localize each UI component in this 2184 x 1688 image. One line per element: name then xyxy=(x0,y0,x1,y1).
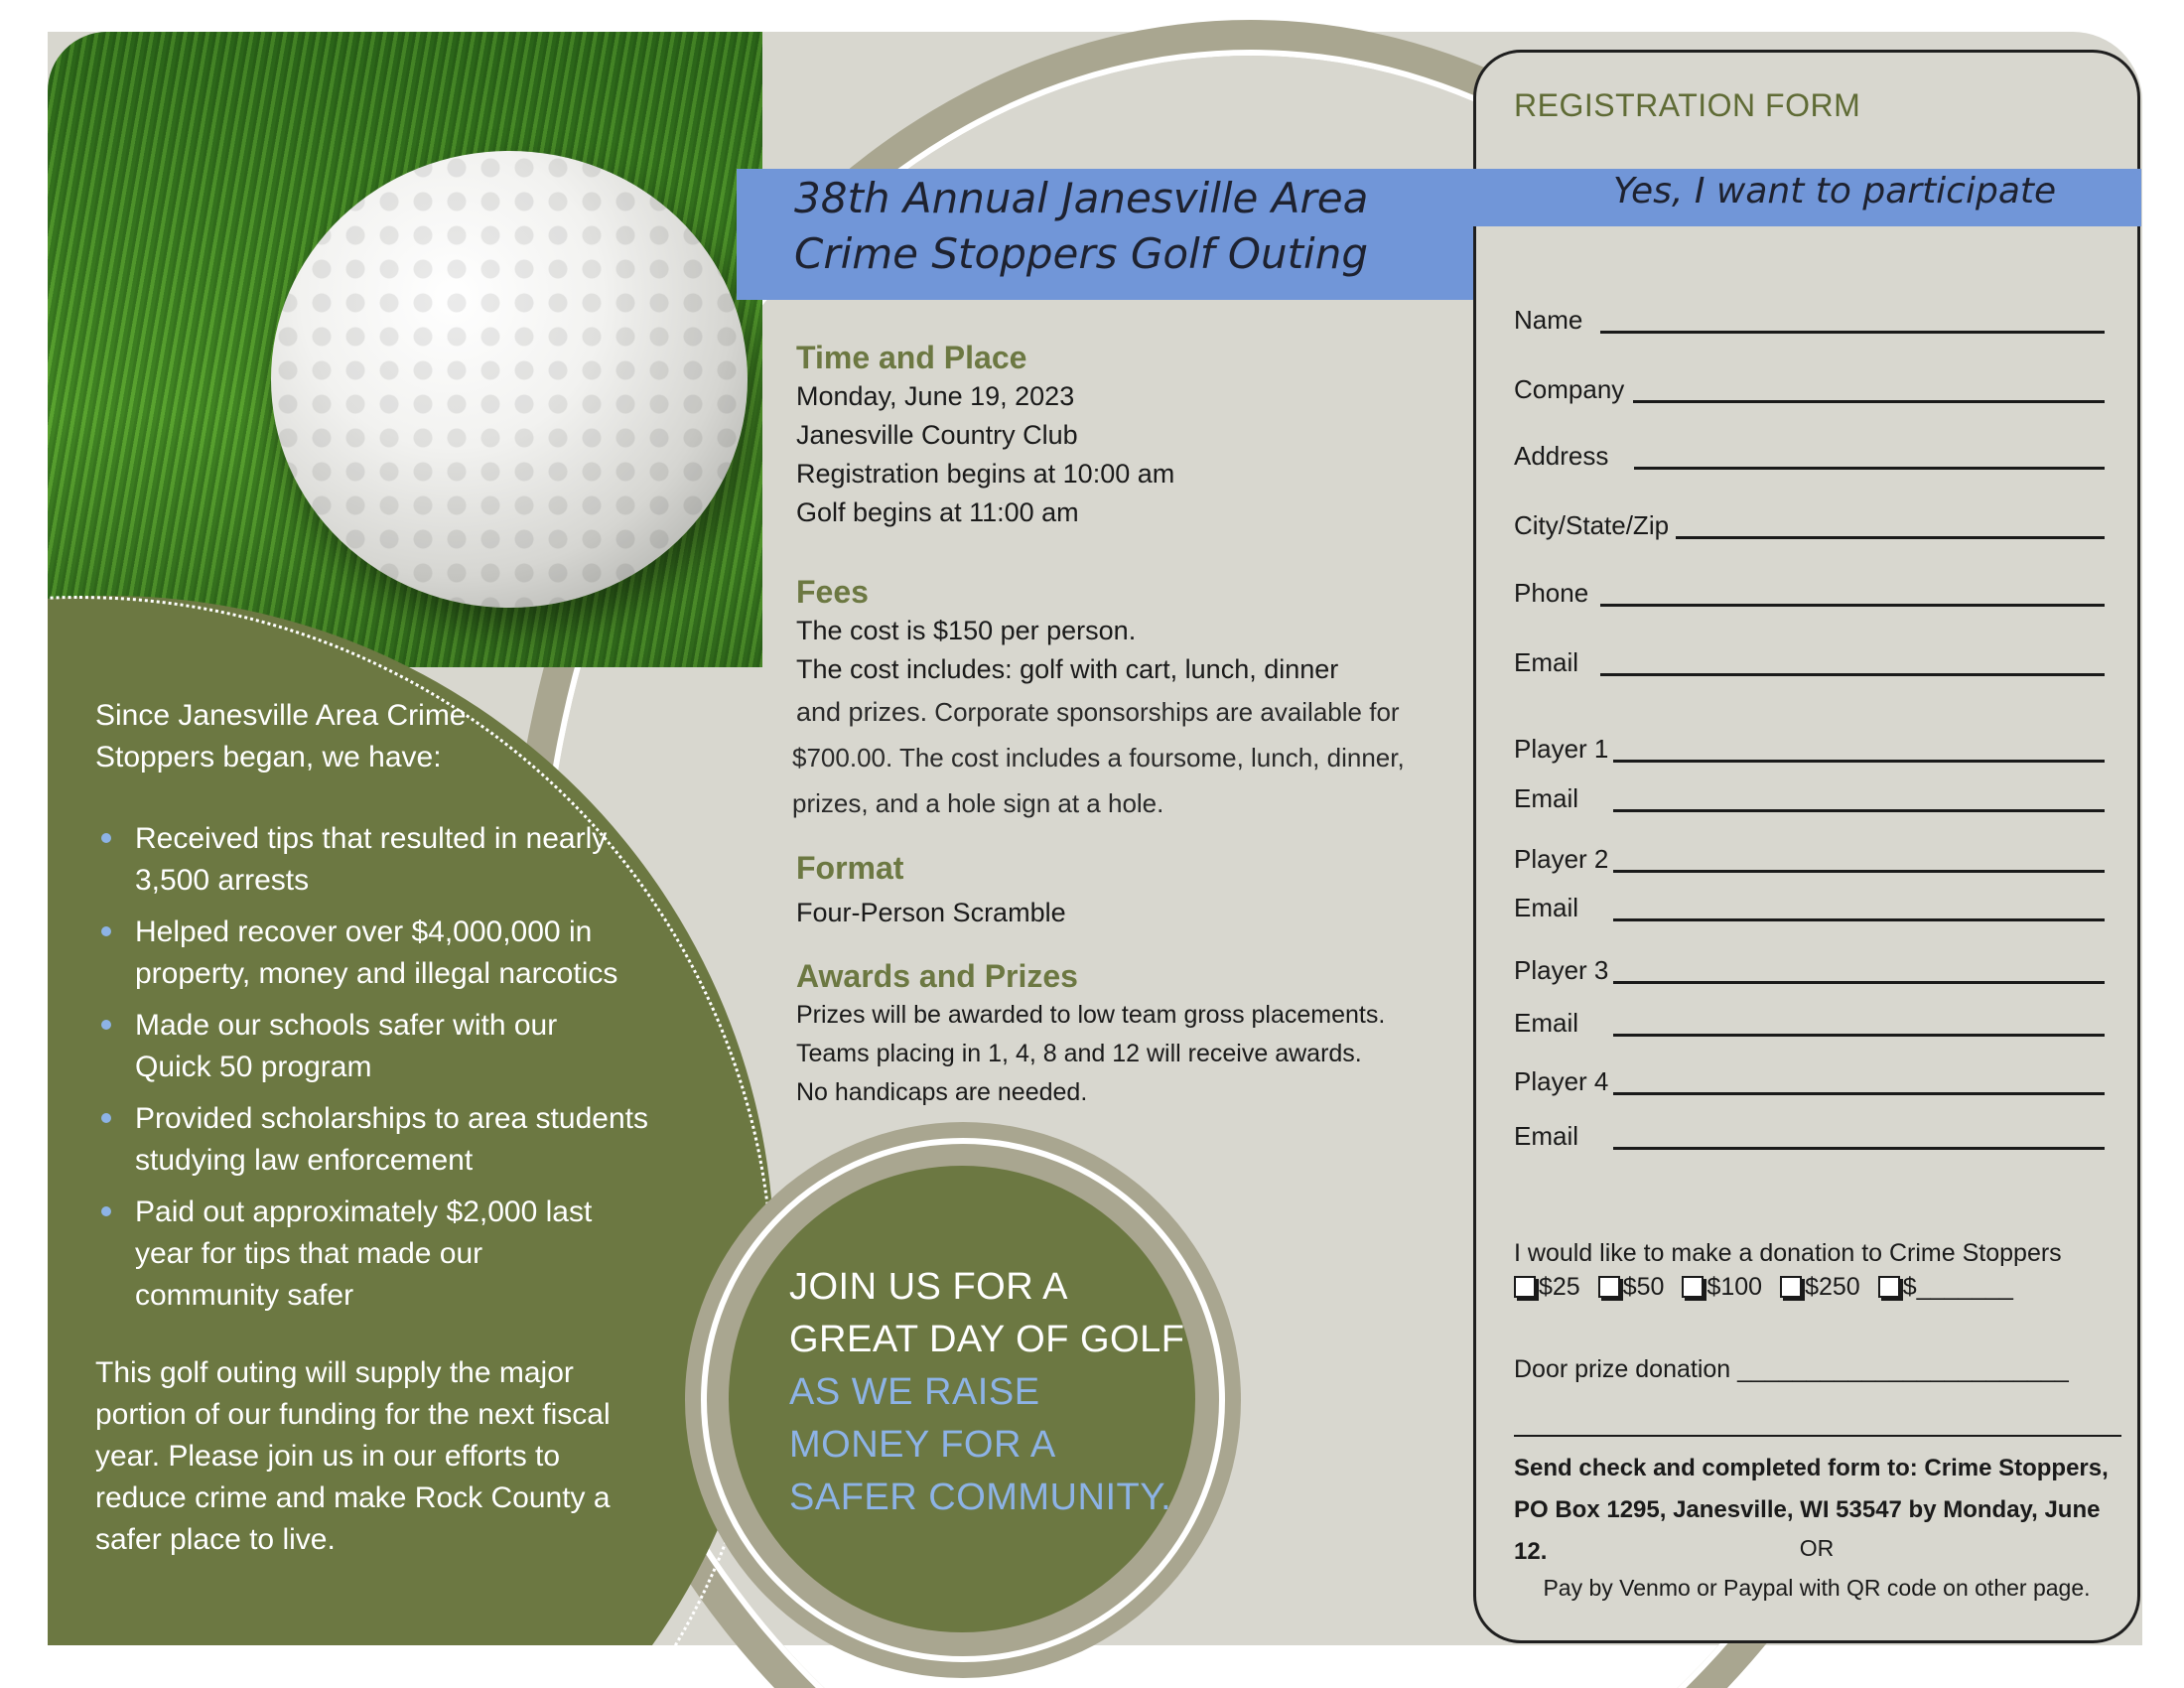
list-item xyxy=(95,912,651,995)
player-3-field[interactable] xyxy=(1514,948,2105,988)
company-input-line[interactable] xyxy=(1633,400,2105,403)
player-1-email-field[interactable] xyxy=(1514,776,2105,816)
checkbox-icon[interactable] xyxy=(1682,1276,1704,1298)
time-place-line: Golf begins at 11:00 am xyxy=(796,497,1079,527)
awards-heading: Awards and Prizes xyxy=(796,958,1078,994)
donation-option-other[interactable]: $_______ xyxy=(1878,1270,2013,1304)
donation-options xyxy=(1514,1270,2062,1304)
bullet-text: Received tips that resulted in nearly 3,500 arrests xyxy=(135,822,608,897)
donation-section xyxy=(1514,1236,2062,1304)
join-line: MONEY FOR A xyxy=(789,1424,1056,1466)
registration-banner-text: Yes, I want to participate xyxy=(1613,171,2057,211)
fees-heading: Fees xyxy=(796,574,869,610)
bullet-text: Helped recover over $4,000,000 in property, money and illegal narcotics xyxy=(135,915,618,990)
donation-option-100[interactable]: $100 xyxy=(1682,1270,1762,1304)
company-field[interactable] xyxy=(1514,367,2105,407)
time-place-line: Registration begins at 10:00 am xyxy=(796,459,1175,489)
field-label: Name xyxy=(1514,305,1583,335)
address-input-line[interactable] xyxy=(1634,467,2105,470)
event-details xyxy=(792,338,1432,1112)
time-place-line: Monday, June 19, 2023 xyxy=(796,381,1075,411)
bullet-text: Paid out approximately $2,000 last year for tips that made our community safer xyxy=(135,1196,593,1312)
field-label: Email xyxy=(1514,783,1579,813)
player-4-input-line[interactable] xyxy=(1613,1092,2105,1095)
player-4-field[interactable] xyxy=(1514,1059,2105,1099)
player-2-email-input-line[interactable] xyxy=(1613,918,2105,921)
field-label: Company xyxy=(1514,374,1625,404)
time-place-line: Janesville Country Club xyxy=(796,420,1078,450)
player-3-input-line[interactable] xyxy=(1613,981,2105,984)
mailing-line: PO Box 1295, Janesville, WI 53547 by Monday, June 12. xyxy=(1514,1496,2101,1565)
field-label: Email xyxy=(1514,893,1579,922)
player-2-field[interactable] xyxy=(1514,837,2105,877)
join-message xyxy=(789,1261,1184,1524)
fees-line: The cost is $150 per person. xyxy=(796,616,1137,645)
payment-instructions: Pay by Venmo or Paypal with QR code on other page. xyxy=(1543,1575,2091,1601)
time-place-heading: Time and Place xyxy=(796,340,1027,375)
mailing-line: Send check and completed form to: Crime Stoppers, xyxy=(1514,1455,2109,1481)
fees-line xyxy=(796,689,1432,735)
donation-label: I would like to make a donation to Crime Stoppers xyxy=(1514,1239,2062,1267)
field-label: Address xyxy=(1514,441,1609,471)
phone-field[interactable] xyxy=(1514,571,2105,611)
field-label: Email xyxy=(1514,647,1579,677)
field-label: Player 1 xyxy=(1514,734,1609,764)
field-label: Email xyxy=(1514,1008,1579,1038)
fees-bold-text: and prizes. xyxy=(796,697,928,727)
closing-paragraph: This golf outing will supply the major portion of our funding for the next fiscal year. Please join us in our efforts to reduce crime and make Rock County a safer place to live. xyxy=(95,1356,611,1556)
list-item xyxy=(95,818,651,902)
city-state-zip-input-line[interactable] xyxy=(1676,536,2105,539)
bullet-icon xyxy=(101,1113,111,1123)
checkbox-icon[interactable] xyxy=(1780,1276,1802,1298)
email-input-line[interactable] xyxy=(1600,673,2105,676)
field-label: Player 4 xyxy=(1514,1066,1609,1096)
event-title-line: 38th Annual Janesville Area xyxy=(794,174,1369,222)
join-line: SAFER COMMUNITY. xyxy=(789,1477,1172,1518)
accomplishments-panel xyxy=(95,695,651,1561)
awards-line: Prizes will be awarded to low team gross placements. xyxy=(796,1001,1386,1029)
phone-input-line[interactable] xyxy=(1600,604,2105,607)
join-line: GREAT DAY OF GOLF xyxy=(789,1319,1185,1360)
join-line: JOIN US FOR A xyxy=(789,1266,1068,1308)
fees-text: Corporate sponsorships are available for xyxy=(927,697,1400,727)
bullet-icon xyxy=(101,1020,111,1030)
awards-line: Teams placing in 1, 4, 8 and 12 will receive awards. xyxy=(796,1040,1362,1067)
player-1-input-line[interactable] xyxy=(1613,760,2105,763)
checkbox-icon[interactable] xyxy=(1598,1276,1620,1298)
checkbox-icon[interactable] xyxy=(1878,1276,1900,1298)
bullet-icon xyxy=(101,1206,111,1216)
field-label: City/State/Zip xyxy=(1514,510,1670,540)
fees-line: The cost includes: golf with cart, lunch, dinner xyxy=(796,654,1339,684)
player-3-email-field[interactable] xyxy=(1514,1001,2105,1041)
door-prize-field[interactable]: Door prize donation ________________________ xyxy=(1514,1355,2069,1383)
fees-line: $700.00. The cost includes a foursome, lunch, dinner, xyxy=(792,743,1405,773)
event-title-line: Crime Stoppers Golf Outing xyxy=(794,229,1368,278)
name-field[interactable] xyxy=(1514,298,2105,338)
blank-line[interactable] xyxy=(1514,1435,2121,1437)
field-label: Email xyxy=(1514,1121,1579,1151)
list-item xyxy=(95,1005,612,1088)
name-input-line[interactable] xyxy=(1600,331,2105,334)
player-1-field[interactable] xyxy=(1514,727,2105,767)
player-4-email-field[interactable] xyxy=(1514,1114,2105,1154)
bullet-text: Made our schools safer with our Quick 50 program xyxy=(135,1009,558,1083)
address-field[interactable] xyxy=(1514,434,2105,474)
event-title xyxy=(794,171,1469,282)
format-text: Four-Person Scramble xyxy=(796,898,1066,927)
awards-line: No handicaps are needed. xyxy=(796,1078,1088,1106)
fees-line: prizes, and a hole sign at a hole. xyxy=(792,788,1164,818)
checkbox-icon[interactable] xyxy=(1514,1276,1536,1298)
field-label: Player 2 xyxy=(1514,844,1609,874)
registration-title: REGISTRATION FORM xyxy=(1514,87,1861,123)
format-heading: Format xyxy=(796,850,904,886)
city-state-zip-field[interactable] xyxy=(1514,503,2105,543)
player-2-email-field[interactable] xyxy=(1514,886,2105,925)
email-field[interactable] xyxy=(1514,640,2105,680)
join-line: AS WE RAISE xyxy=(789,1371,1040,1413)
list-item xyxy=(95,1098,651,1182)
list-item xyxy=(95,1192,631,1317)
or-text: OR xyxy=(1799,1535,1835,1561)
player-1-email-input-line[interactable] xyxy=(1613,809,2105,812)
player-2-input-line[interactable] xyxy=(1613,870,2105,873)
field-label: Player 3 xyxy=(1514,955,1609,985)
field-label: Phone xyxy=(1514,578,1589,608)
donation-option-50[interactable]: $50 xyxy=(1598,1270,1665,1304)
bullet-icon xyxy=(101,926,111,936)
player-4-email-input-line[interactable] xyxy=(1613,1147,2105,1150)
accomplishments-list xyxy=(95,818,651,1317)
donation-option-250[interactable]: $250 xyxy=(1780,1270,1860,1304)
donation-option-25[interactable]: $25 xyxy=(1514,1270,1580,1304)
accomplishments-intro: Since Janesville Area Crime Stoppers began, we have: xyxy=(95,699,467,774)
bullet-text: Provided scholarships to area students studying law enforcement xyxy=(135,1102,648,1177)
bullet-icon xyxy=(101,833,111,843)
player-3-email-input-line[interactable] xyxy=(1613,1034,2105,1037)
